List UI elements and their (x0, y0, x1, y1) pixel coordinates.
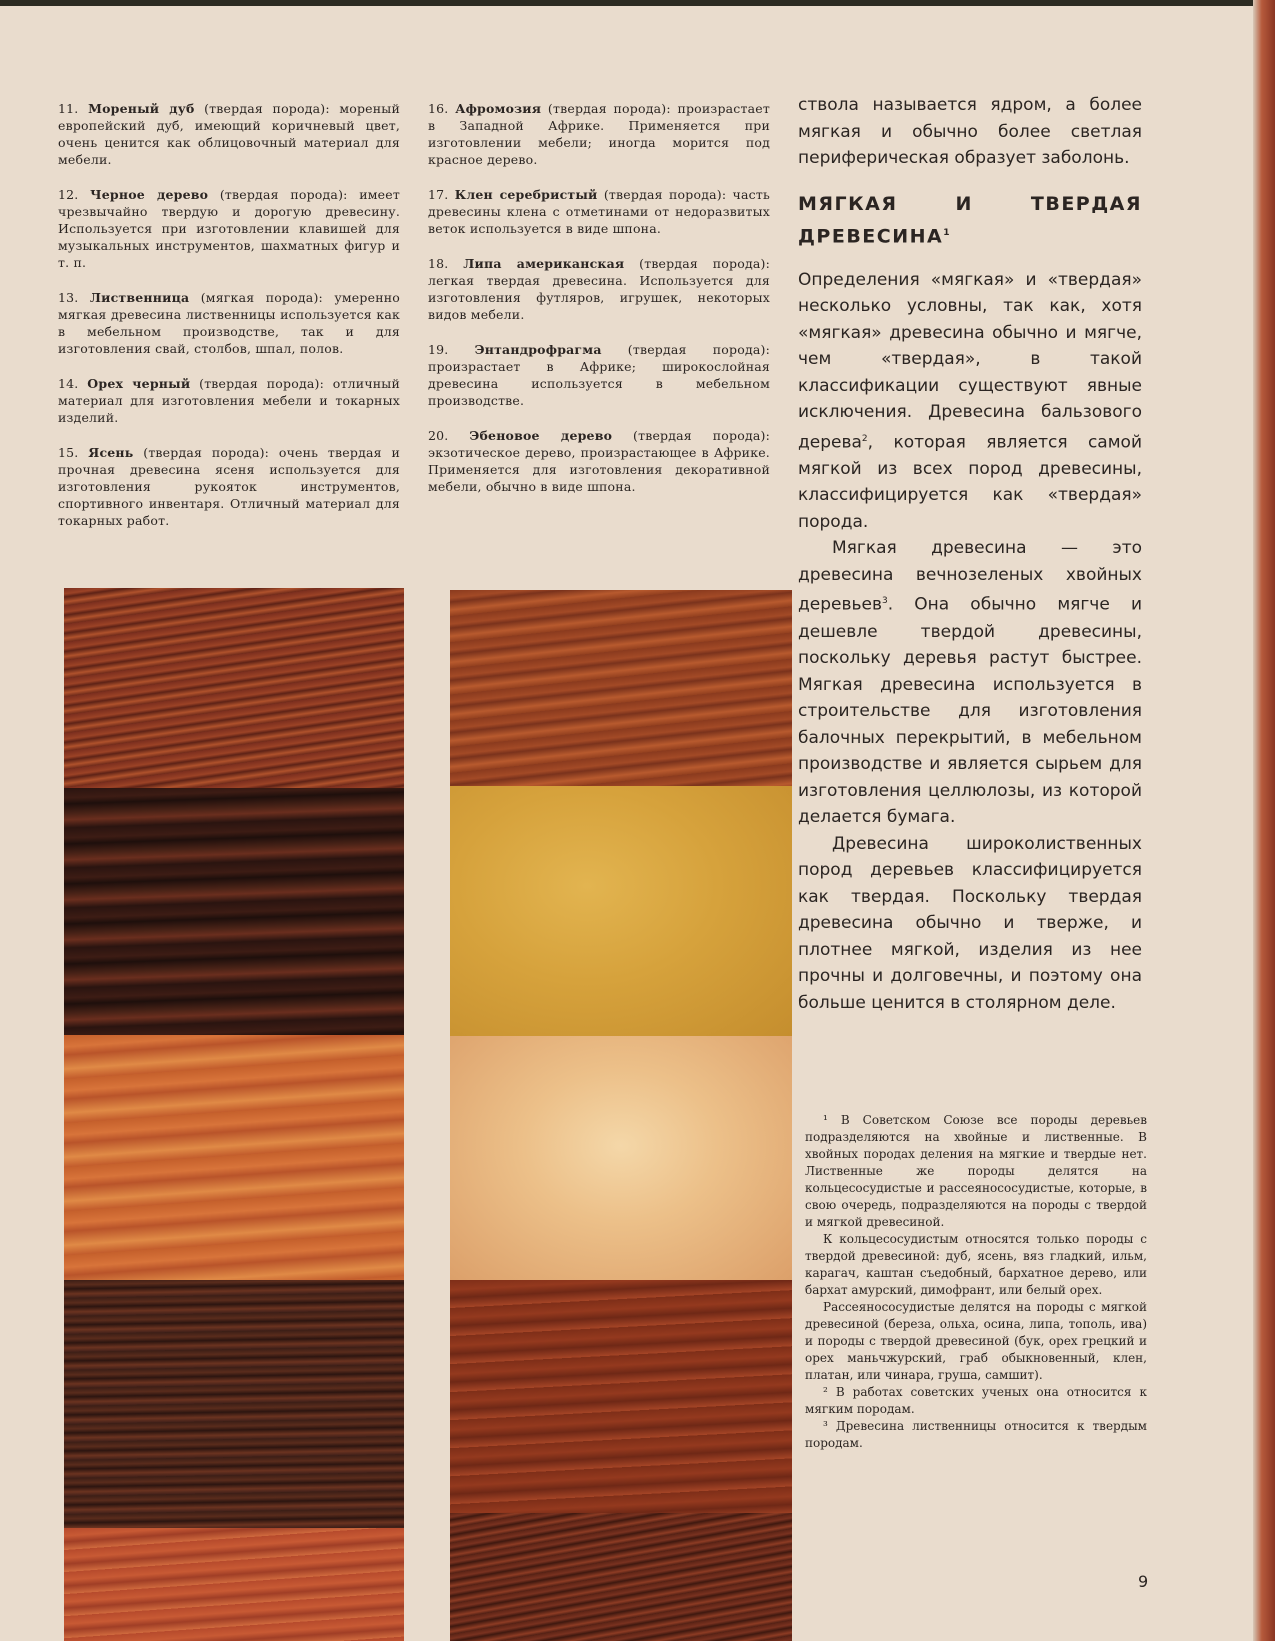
right-column (798, 92, 1142, 1016)
entry-13: 13. Лиственница (мягкая порода): умеренно мягкая древесина лиственницы используется как в мебельном производстве, так и для изготовления свай, столбов, шпал, полов. (58, 290, 400, 356)
wood-sample-listvennitsa (64, 1035, 404, 1280)
page-edge (1253, 0, 1275, 1641)
entry-19: 19. Энтандрофрагма (твердая порода): произрастает в Африке; широкослойная древесина используется в мебельном производстве. (428, 342, 770, 408)
footnote-2: ² В работах советских ученых она относится к мягким породам. (805, 1385, 1147, 1416)
left-column (58, 100, 400, 547)
wood-samples-left (64, 588, 404, 1641)
entry-14: 14. Орех черный (твердая порода): отличный материал для изготовления мебели и токарных изделий. (58, 376, 400, 425)
top-edge (0, 0, 1275, 6)
middle-column (428, 100, 770, 513)
paragraph-1: Определения «мягкая» и «твердая» несколько условны, так как, хотя «мягкая» древесина обычно и мягче, чем «твердая», в такой классификации существуют явные исключения. Древесина бальзового дерева$^2$, которая является самой мягкой из всех пород древесины, классифицируется как «твердая» порода. (798, 269, 1142, 532)
entry-12: 12. Черное дерево (твердая порода): имеет чрезвычайно твердую и дорогую древесину. Используется при изготовлении клавишей для музыкальных инструментов, шахматных фигур и т. п. (58, 187, 400, 270)
section-heading: МЯГКАЯ И ТВЕРДАЯ ДРЕВЕСИНА$^1$ (798, 192, 1142, 247)
entry-11: 11. Мореный дуб (твердая порода): мореный европейский дуб, имеющий коричневый цвет, очень ценится как облицовочный материал для мебели. (58, 101, 400, 167)
wood-sample-moreny-dub (64, 588, 404, 788)
wood-sample-chernoe-derevo (64, 788, 404, 1035)
wood-sample-lipa-amerikanskaya (450, 1036, 792, 1280)
footnote-3: ³ Древесина лиственницы относится к твердым породам. (805, 1419, 1147, 1450)
wood-sample-afromoziya (450, 590, 792, 786)
footnote-1-cont-a: К кольцесосудистым относятся только породы с твердой древесиной: дуб, ясень, вяз гладкий, ильм, карагач, каштан съедобный, бархатное дерево, или бархат амурский, димофрант, или белый орех. (805, 1232, 1147, 1297)
paragraph-2: Мягкая древесина — это древесина вечнозеленых хвойных деревьев$^3$. Она обычно мягче и дешевле твердой древесины, поскольку деревья растут быстрее. Мягкая древесина используется в строительстве для изготовления балочных перекрытий, в мебельном производстве и является сырьем для изготовления целлюлозы, из которой делается бумага. (798, 538, 1142, 828)
page-number: 9 (1138, 1572, 1149, 1591)
paragraph-3: Древесина широколиственных пород деревьев классифицируется как твердая. Поскольку твердая древесина обычно и тверже, и плотнее мягкой, изделия из нее прочны и долговечны, и поэтому она больше ценится в столярном деле. (798, 833, 1142, 1013)
wood-sample-klen-serebristy (450, 786, 792, 1036)
wood-sample-yasen (64, 1528, 404, 1641)
wood-sample-oreh-cherny (64, 1280, 404, 1528)
footnote-1-cont-b: Рассеянососудистые делятся на породы с мягкой древесиной (береза, ольха, осина, липа, тополь, ива) и породы с твердой древесиной (бук, орех грецкий и орех маньчжурский, граб обыкновенный, клен, платан, или чинара, груша, самшит). (805, 1300, 1147, 1382)
entry-16: 16. Афромозия (твердая порода): произрастает в Западной Африке. Применяется при изготовлении мебели; иногда морится под красное дерево. (428, 101, 770, 167)
footnote-1: ¹ В Советском Союзе все породы деревьев подразделяются на хвойные и лиственные. В хвойных породах деления на мягкие и твердые нет. Лиственные же породы делятся на кольцесосудистые и рассеянососудистые, которые, в свою очередь, подразделяются на породы с твердой и мягкой древесиной. (805, 1113, 1147, 1229)
entry-18: 18. Липа американская (твердая порода): легкая твердая древесина. Используется для изготовления футляров, игрушек, некоторых видов мебели. (428, 256, 770, 322)
intro-paragraph: ствола называется ядром, а более мягкая и обычно более светлая периферическая образует заболонь. (798, 95, 1142, 168)
entry-20: 20. Эбеновое дерево (твердая порода): экзотическое дерево, произрастающее в Африке. Применяется для изготовления декоративной мебели, обычно в виде шпона. (428, 428, 770, 494)
entry-17: 17. Клен серебристый (твердая порода): часть древесины клена с отметинами от недоразвитых веток используется в виде шпона. (428, 187, 770, 236)
wood-samples-middle (450, 590, 792, 1641)
wood-sample-ebenovoe-derevo (450, 1513, 792, 1641)
footnotes (805, 1112, 1147, 1452)
wood-sample-entandrofragma (450, 1280, 792, 1513)
entry-15: 15. Ясень (твердая порода): очень твердая и прочная древесина ясеня используется для изготовления рукояток инструментов, спортивного инвентаря. Отличный материал для токарных работ. (58, 445, 400, 528)
